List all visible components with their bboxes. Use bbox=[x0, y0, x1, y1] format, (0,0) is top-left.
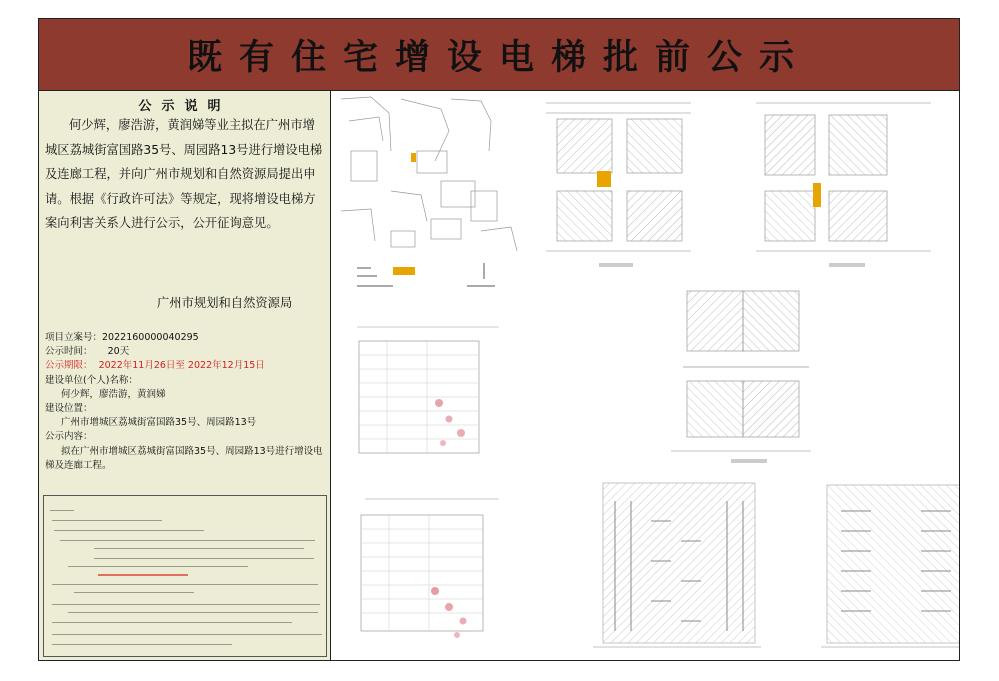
legend bbox=[357, 263, 495, 287]
consent-table-2 bbox=[361, 499, 499, 638]
title-banner bbox=[39, 19, 959, 91]
elevation-1-drawing bbox=[593, 483, 761, 661]
notice-body: 何少辉，廖浩游，黄润娣等业主拟在广州市增城区荔城街富国路35号、周园路13号进行增设电梯及连廊工程，并向广州市规划和自然资源局提出申请。根据《行政许可法》等规定，现将增设电梯方案向利害关系人进行公示，公开征询意见。 bbox=[45, 118, 323, 230]
project-number-row bbox=[45, 331, 329, 345]
content-value: 拟在广州市增城区荔城街富国路35号、周园路13号进行增设电梯及连廊工程。 bbox=[45, 445, 323, 471]
location-value: 广州市增城区荔城街富国路35号、周园路13号 bbox=[61, 417, 257, 429]
deadline-row bbox=[45, 359, 329, 373]
page-title: 既有住宅增设电梯批前公示 bbox=[186, 37, 811, 78]
floor-plan-2-drawing bbox=[756, 103, 931, 267]
drawings-svg bbox=[331, 91, 959, 661]
notes-box bbox=[43, 495, 327, 657]
drawings-area bbox=[331, 91, 959, 660]
site-plan-drawing bbox=[341, 97, 517, 251]
notice-panel bbox=[39, 91, 331, 660]
period-label: 公示时间： bbox=[45, 346, 93, 358]
deadline-label: 公示期限： bbox=[45, 360, 93, 372]
location-label: 建设位置： bbox=[45, 403, 93, 415]
floor-plan-3-drawing bbox=[671, 291, 811, 463]
elevation-2-drawing bbox=[821, 485, 959, 661]
project-number: 2022160000040295 bbox=[102, 332, 199, 343]
project-info bbox=[45, 331, 329, 473]
period-value: 20天 bbox=[107, 346, 130, 358]
notice-heading: 公示说明 bbox=[138, 99, 231, 114]
issuing-authority: 广州市规划和自然资源局 bbox=[157, 296, 293, 310]
floor-plan-1-drawing bbox=[546, 103, 691, 267]
unit-label: 建设单位(个人)名称： bbox=[45, 374, 138, 386]
deadline-value: 2022年11月26日至 2022年12月15日 bbox=[98, 360, 265, 372]
unit-value: 何少辉，廖浩游，黄润娣 bbox=[61, 388, 166, 400]
period-row bbox=[45, 345, 329, 359]
notice-board bbox=[38, 18, 960, 661]
content-label: 公示内容： bbox=[45, 431, 93, 443]
consent-table-1 bbox=[357, 327, 499, 453]
project-number-label: 项目立案号： bbox=[45, 332, 103, 343]
